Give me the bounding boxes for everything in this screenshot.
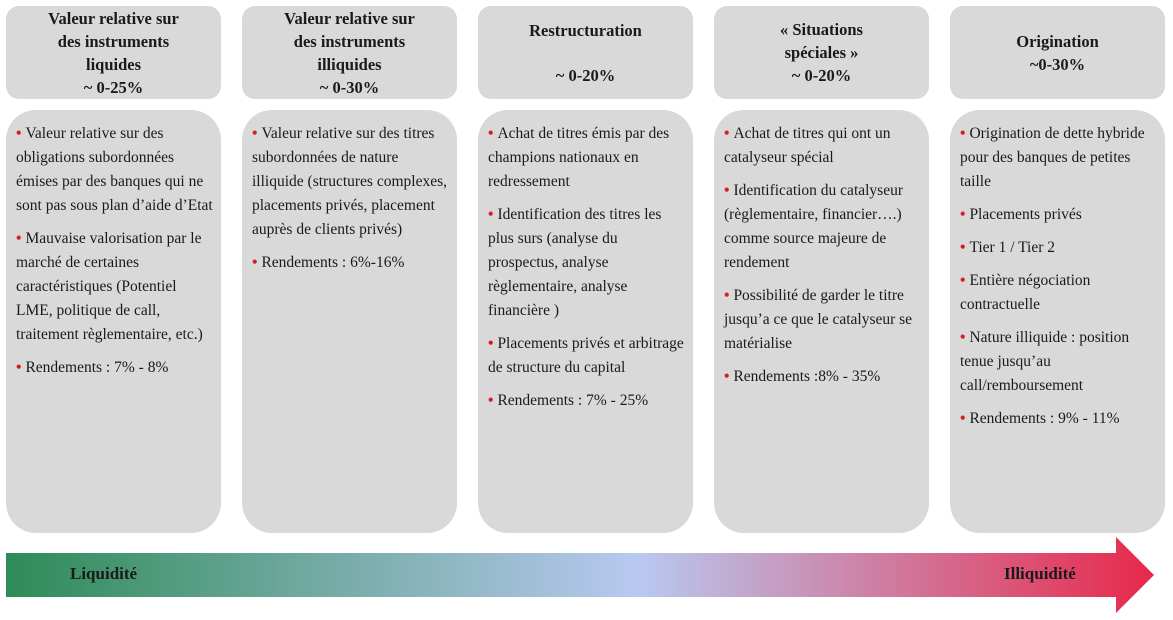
bullet-dot-icon: • [16,359,22,376]
bullet-item [960,407,1157,431]
bullet-dot-icon: • [488,335,494,352]
strategy-header [6,6,221,99]
bullet-item [960,269,1157,317]
strategy-title-line: liquides [85,54,142,74]
allocation-range: ~0-30% [1029,54,1086,74]
strategy-header [950,6,1165,99]
bullet-dot-icon: • [960,329,966,346]
strategy-header [478,6,693,99]
bullet-text: Placements privés et arbitrage de structure du capital [488,335,684,376]
strategy-title-line: des instruments [293,31,406,51]
strategy-title-line: « Situations [780,20,863,39]
allocation-range: ~ 0-30% [319,77,380,97]
strategy-details [714,110,929,533]
liquidity-arrow [6,537,1166,615]
bullet-item [724,122,921,170]
strategy-column [950,6,1165,427]
strategy-title-line: illiquides [317,54,382,74]
bullet-text: Identification du catalyseur (règlementaire, financier….) comme source majeure de rendement [724,182,904,271]
bullet-item [960,203,1157,227]
strategy-column [6,6,221,376]
strategy-details [242,110,457,533]
liquidity-label: Liquidité [70,564,138,583]
strategy-title-line: Restructuration [529,20,642,40]
bullet-item [724,365,921,389]
strategy-title-line: Valeur relative sur [48,8,179,28]
bullet-dot-icon: • [488,125,494,142]
bullet-text: Rendements : 6%-16% [261,254,405,271]
bullet-dot-icon: • [16,125,22,142]
bullet-dot-icon: • [960,272,966,289]
bullet-text: Rendements :8% - 35% [733,368,881,385]
bullet-item [724,284,921,356]
bullet-text: Possibilité de garder le titre jusqu’a ce que le catalyseur se matérialise [724,287,913,352]
bullet-item [960,122,1157,194]
bullet-text: Valeur relative sur des titres subordonnées de nature illiquide (structures complexes, placements privés, placement auprès de clients privés) [252,125,447,238]
bullet-dot-icon: • [488,392,494,409]
bullet-item [16,356,213,380]
bullet-dot-icon: • [724,182,730,199]
bullet-item [252,122,449,242]
bullet-text: Nature illiquide : position tenue jusqu’au call/remboursement [960,329,1130,394]
bullet-item [724,179,921,275]
bullet-dot-icon: • [488,206,494,223]
strategy-column [714,6,929,385]
bullet-item [960,236,1157,260]
bullet-item [252,251,449,275]
strategy-details [950,110,1165,533]
allocation-range: ~ 0-20% [791,66,852,85]
bullet-dot-icon: • [960,206,966,223]
bullet-dot-icon: • [252,254,258,271]
bullet-dot-icon: • [960,125,966,142]
bullet-dot-icon: • [16,230,22,247]
bullet-text: Valeur relative sur des obligations subordonnées émises par des banques qui ne sont pas sous plan d’aide d’Etat [16,125,213,214]
strategy-title-line: des instruments [57,31,170,51]
bullet-text: Placements privés [969,206,1082,223]
illiquidity-label: Illiquidité [1004,564,1076,583]
bullet-text: Rendements : 7% - 8% [25,359,169,376]
bullet-text: Tier 1 / Tier 2 [969,239,1056,256]
strategy-details [6,110,221,533]
bullet-item [488,122,685,194]
bullet-dot-icon: • [960,410,966,427]
bullet-text: Rendements : 7% - 25% [497,392,649,409]
strategy-title-line: spéciales » [784,43,859,62]
bullet-dot-icon: • [252,125,258,142]
bullet-item [488,332,685,380]
bullet-text: Entière négociation contractuelle [960,272,1091,313]
bullet-dot-icon: • [960,239,966,256]
bullet-text: Mauvaise valorisation par le marché de certaines caractéristiques (Potentiel LME, politique de call, traitement règlementaire, etc.) [16,230,203,343]
bullet-text: Identification des titres les plus surs (analyse du prospectus, analyse règlementaire, analyse financière ) [488,206,662,319]
strategy-header [714,6,929,99]
bullet-item [488,203,685,323]
bullet-dot-icon: • [724,287,730,304]
bullet-item [488,389,685,413]
bullet-text: Achat de titres qui ont un catalyseur spécial [724,125,891,166]
bullet-text: Origination de dette hybride pour des banques de petites taille [960,125,1145,190]
allocation-range: ~ 0-25% [83,77,144,97]
strategy-title-line: Valeur relative sur [284,8,415,28]
bullet-text: Achat de titres émis par des champions nationaux en redressement [488,125,670,190]
bullet-item [960,326,1157,398]
strategy-column [242,6,457,271]
bullet-item [16,227,213,347]
strategy-header [242,6,457,99]
bullet-dot-icon: • [724,125,730,142]
bullet-item [16,122,213,218]
strategy-column [478,6,693,409]
liquidity-arrow-shape [6,537,1166,615]
bullet-text: Rendements : 9% - 11% [969,410,1120,427]
strategy-details [478,110,693,533]
strategy-title-line: Origination [1016,31,1099,51]
allocation-range: ~ 0-20% [555,65,616,85]
bullet-dot-icon: • [724,368,730,385]
